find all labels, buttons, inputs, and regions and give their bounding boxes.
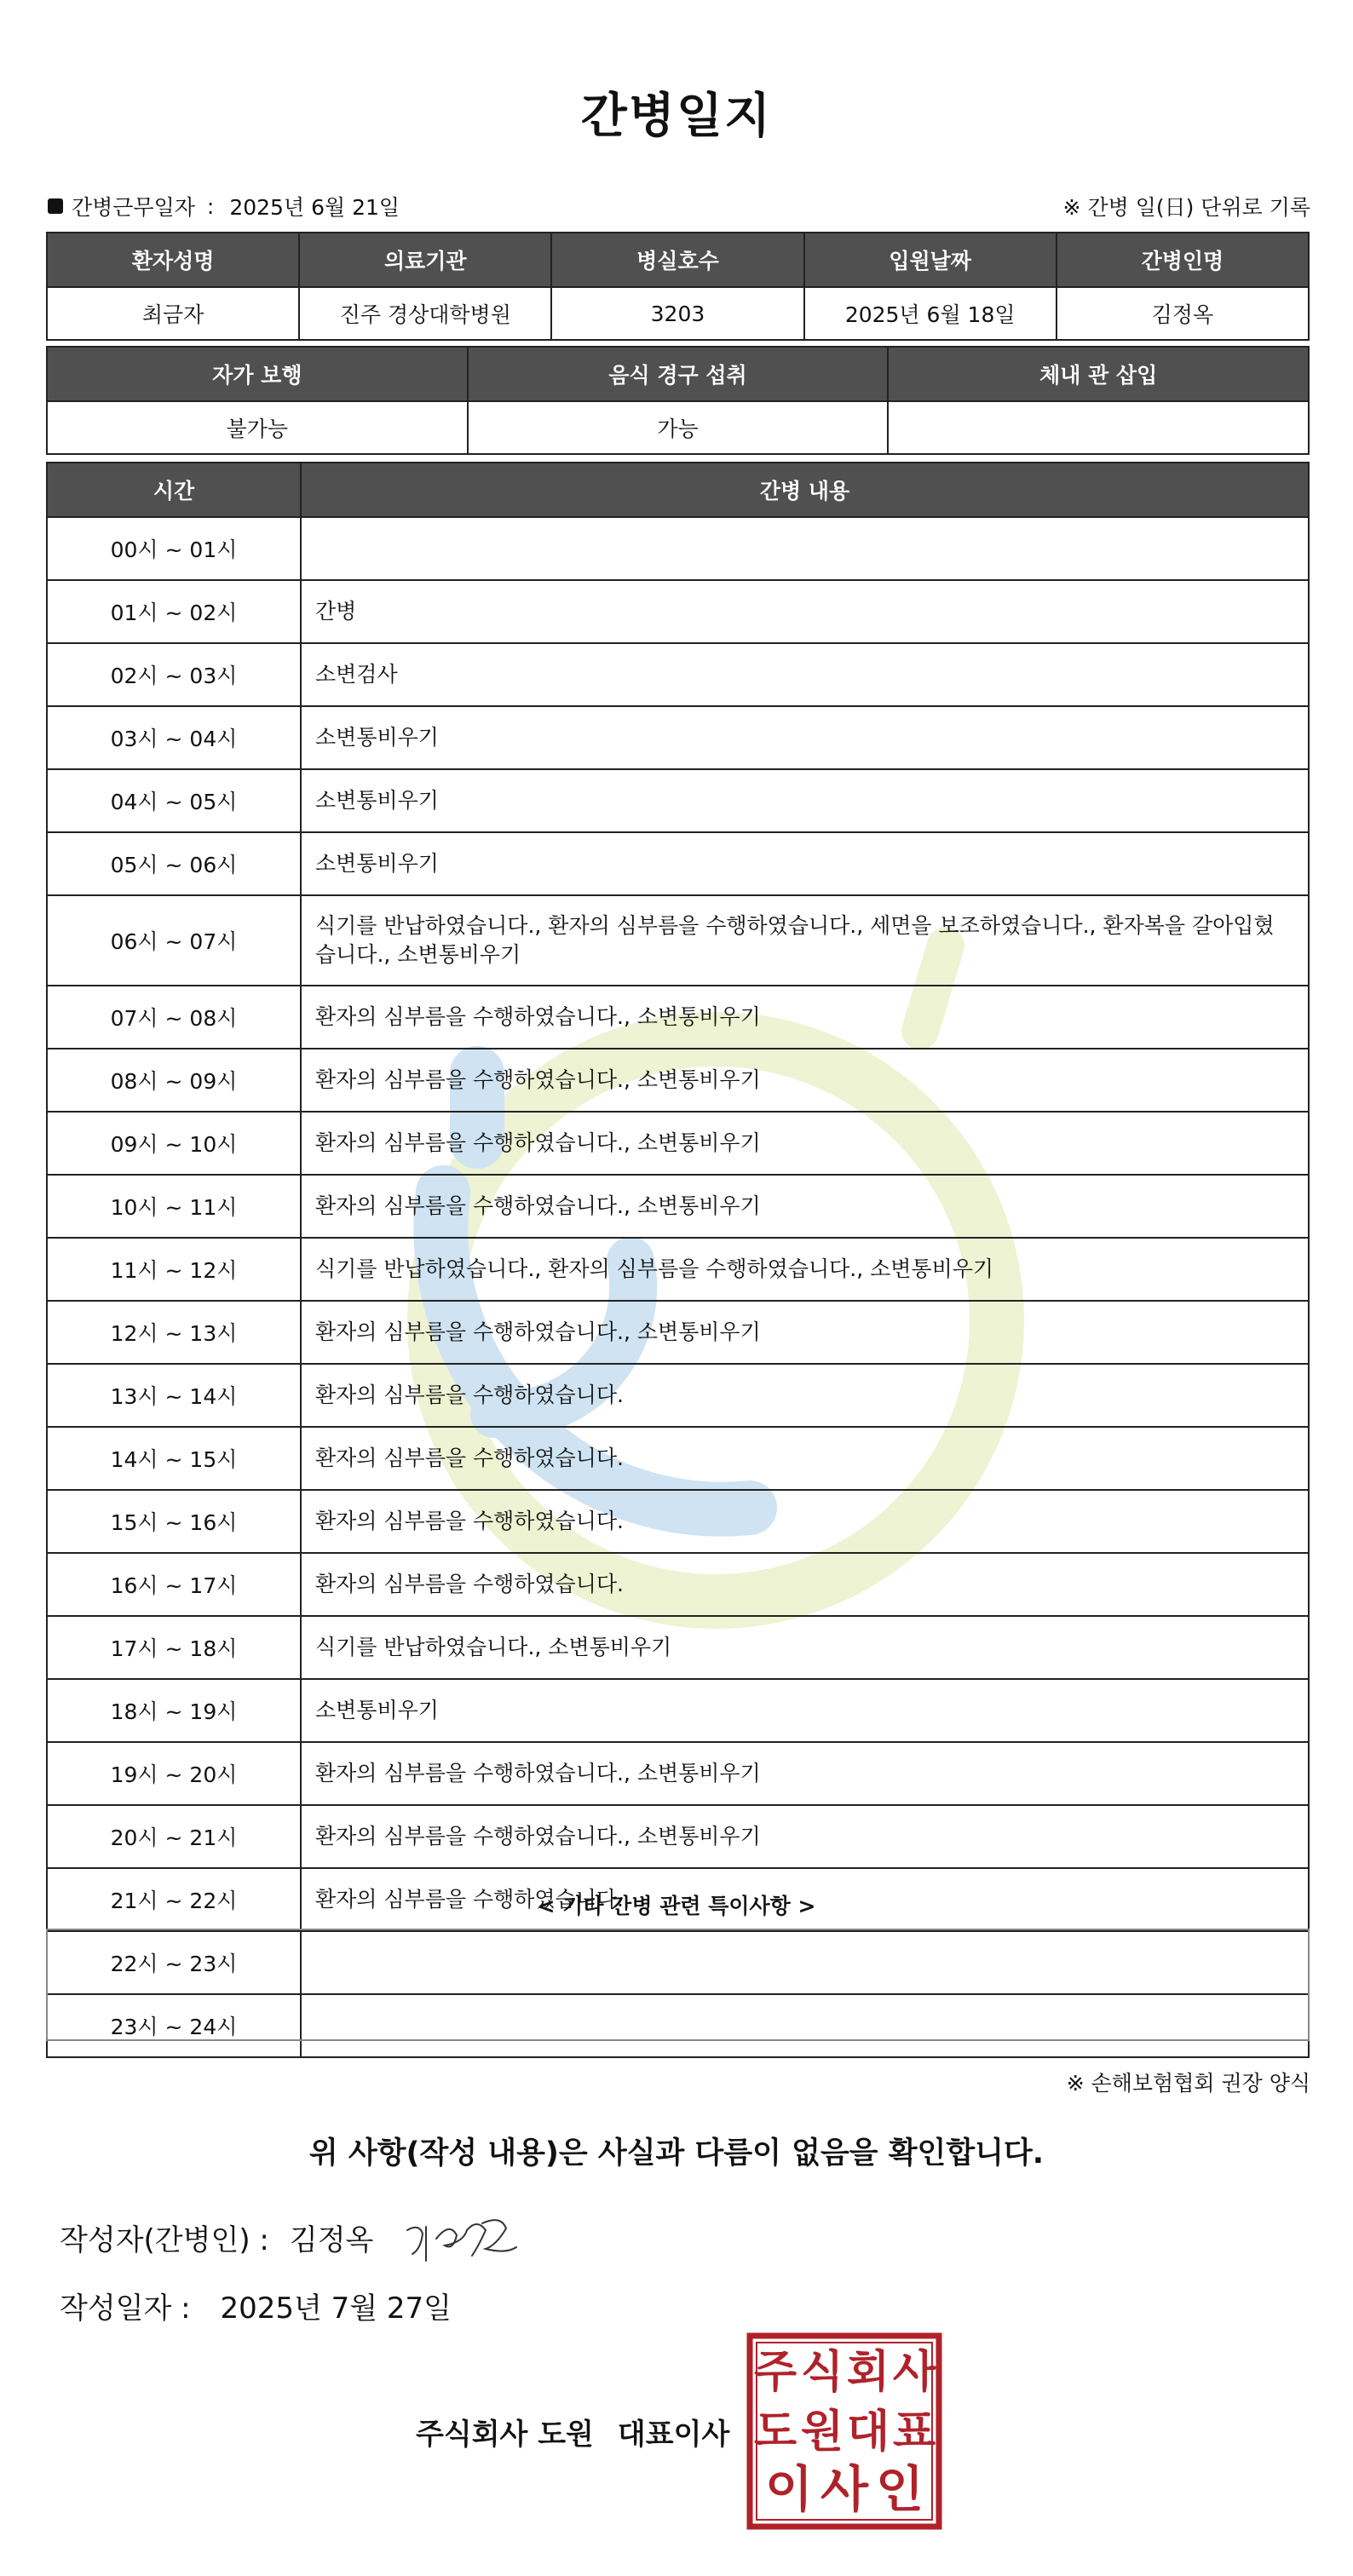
table-row	[47, 1679, 1309, 1742]
time-slot: 09시 ~ 10시	[47, 1112, 301, 1175]
care-content: 소변통비우기	[301, 1679, 1309, 1742]
hospital: 진주 경상대학병원	[299, 287, 551, 340]
care-content: 환자의 심부름을 수행하였습니다.	[301, 1868, 1309, 1931]
tube-insertion	[888, 401, 1309, 454]
table-row	[47, 517, 1309, 580]
time-slot: 06시 ~ 07시	[47, 895, 301, 986]
table-row	[47, 580, 1309, 643]
header-patient-name: 환자성명	[47, 233, 299, 287]
written-date-label: 작성일자 :	[60, 2291, 191, 2326]
care-content: 간병	[301, 580, 1309, 643]
company-seal-stamp-icon	[746, 2332, 942, 2530]
patient-status-value-row	[47, 401, 1309, 454]
patient-info-table	[46, 232, 1310, 341]
patient-status-table	[46, 346, 1310, 455]
seal-character: 사	[892, 2346, 936, 2398]
time-slot: 18시 ~ 19시	[47, 1679, 301, 1742]
time-slot: 21시 ~ 22시	[47, 1868, 301, 1931]
header-oral-intake: 음식 경구 섭취	[468, 347, 889, 401]
table-row	[47, 1742, 1309, 1805]
seal-character: 인	[875, 2460, 924, 2518]
care-content: 환자의 심부름을 수행하였습니다., 소변통비우기	[301, 1175, 1309, 1238]
caregiver-name: 김정옥	[1056, 287, 1309, 340]
time-slot: 07시 ~ 08시	[47, 986, 301, 1049]
care-content: 환자의 심부름을 수행하였습니다., 소변통비우기	[301, 1742, 1309, 1805]
table-row	[47, 706, 1309, 769]
table-row	[47, 643, 1309, 706]
table-row	[47, 1616, 1309, 1679]
care-content: 환자의 심부름을 수행하였습니다., 소변통비우기	[301, 986, 1309, 1049]
header-admission-date: 입원날짜	[804, 233, 1056, 287]
care-content: 소변통비우기	[301, 832, 1309, 895]
time-slot: 02시 ~ 03시	[47, 643, 301, 706]
care-content: 환자의 심부름을 수행하였습니다.	[301, 1427, 1309, 1490]
header-care-content: 간병 내용	[301, 463, 1309, 517]
seal-character: 이	[764, 2460, 814, 2518]
time-slot: 14시 ~ 15시	[47, 1427, 301, 1490]
care-content: 환자의 심부름을 수행하였습니다.	[301, 1490, 1309, 1553]
care-content: 환자의 심부름을 수행하였습니다.	[301, 1364, 1309, 1427]
remarks-box	[46, 1929, 1310, 2041]
time-slot: 16시 ~ 17시	[47, 1553, 301, 1616]
care-content: 소변검사	[301, 643, 1309, 706]
time-slot: 08시 ~ 09시	[47, 1049, 301, 1112]
seal-character: 회	[846, 2346, 890, 2398]
work-date-label: 간병근무일자	[72, 195, 195, 220]
work-date	[48, 191, 400, 221]
care-content: 환자의 심부름을 수행하였습니다., 소변통비우기	[301, 1805, 1309, 1868]
care-content: 식기를 반납하였습니다., 소변통비우기	[301, 1616, 1309, 1679]
table-row	[47, 1490, 1309, 1553]
room-number: 3203	[551, 287, 803, 340]
seal-character: 식	[800, 2346, 844, 2398]
table-row	[47, 986, 1309, 1049]
care-content: 환자의 심부름을 수행하였습니다., 소변통비우기	[301, 1301, 1309, 1364]
care-content: 식기를 반납하였습니다., 환자의 심부름을 수행하였습니다., 세면을 보조하였습니다., 환자복을 갈아입혔습니다., 소변통비우기	[301, 895, 1309, 986]
table-row	[47, 1112, 1309, 1175]
hourly-care-log-table	[46, 462, 1310, 2058]
time-slot: 03시 ~ 04시	[47, 706, 301, 769]
time-slot: 10시 ~ 11시	[47, 1175, 301, 1238]
time-slot: 23시 ~ 24시	[47, 1994, 301, 2057]
seal-character: 사	[820, 2460, 869, 2518]
time-slot: 13시 ~ 14시	[47, 1364, 301, 1427]
table-row	[47, 895, 1309, 986]
care-content: 소변통비우기	[301, 769, 1309, 832]
table-row	[47, 1364, 1309, 1427]
time-slot: 00시 ~ 01시	[47, 517, 301, 580]
admission-date: 2025년 6월 18일	[804, 287, 1056, 340]
company-signoff	[416, 2411, 729, 2452]
care-content: 환자의 심부름을 수행하였습니다., 소변통비우기	[301, 1112, 1309, 1175]
written-date-line	[60, 2285, 452, 2326]
log-header-row	[47, 463, 1309, 517]
table-row	[47, 1805, 1309, 1868]
time-slot: 22시 ~ 23시	[47, 1931, 301, 1994]
time-slot: 04시 ~ 05시	[47, 769, 301, 832]
patient-name: 최금자	[47, 287, 299, 340]
work-date-value: 2025년 6월 21일	[229, 195, 400, 220]
record-unit-note: ※ 간병 일(日) 단위로 기록	[1062, 195, 1310, 220]
table-row	[47, 832, 1309, 895]
patient-info-header-row	[47, 233, 1309, 287]
time-slot: 11시 ~ 12시	[47, 1238, 301, 1301]
time-slot: 01시 ~ 02시	[47, 580, 301, 643]
seal-character: 대	[846, 2406, 890, 2458]
header-caregiver-name: 간병인명	[1056, 233, 1309, 287]
time-slot: 05시 ~ 06시	[47, 832, 301, 895]
seal-character: 주	[753, 2346, 797, 2398]
time-slot: 12시 ~ 13시	[47, 1301, 301, 1364]
table-row	[47, 1301, 1309, 1364]
time-slot: 15시 ~ 16시	[47, 1490, 301, 1553]
log-body	[47, 517, 1309, 2057]
table-row	[47, 769, 1309, 832]
company-name: 주식회사 도원	[416, 2418, 594, 2452]
header-tube-insertion: 체내 관 삽입	[888, 347, 1309, 401]
care-content: 소변통비우기	[301, 706, 1309, 769]
page-title: 간병일지	[580, 89, 773, 144]
seal-character: 도	[753, 2406, 797, 2458]
care-content: 환자의 심부름을 수행하였습니다., 소변통비우기	[301, 1049, 1309, 1112]
form-source-note: ※ 손해보험협회 권장 양식	[1066, 2071, 1310, 2096]
care-content	[301, 517, 1309, 580]
table-row	[47, 1238, 1309, 1301]
time-slot: 20시 ~ 21시	[47, 1805, 301, 1868]
time-slot: 19시 ~ 20시	[47, 1742, 301, 1805]
writer-line	[60, 2217, 373, 2258]
time-slot: 17시 ~ 18시	[47, 1616, 301, 1679]
work-date-separator: :	[206, 193, 215, 219]
table-row	[47, 1427, 1309, 1490]
table-row	[47, 1049, 1309, 1112]
header-room-number: 병실호수	[551, 233, 803, 287]
care-content: 식기를 반납하였습니다., 환자의 심부름을 수행하였습니다., 소변통비우기	[301, 1238, 1309, 1301]
writer-label: 작성자(간병인) :	[60, 2223, 269, 2257]
patient-info-value-row	[47, 287, 1309, 340]
header-hospital: 의료기관	[299, 233, 551, 287]
table-row	[47, 1553, 1309, 1616]
confirmation-statement: 위 사항(작성 내용)은 사실과 다름이 없음을 확인합니다.	[308, 2136, 1045, 2171]
table-row	[47, 1175, 1309, 1238]
handwritten-signature-icon	[400, 2205, 528, 2271]
remarks-title: < 기타 간병 관련 특이사항 >	[537, 1894, 816, 1918]
company-role: 대표이사	[617, 2418, 730, 2452]
header-time: 시간	[47, 463, 301, 517]
oral-intake: 가능	[468, 401, 889, 454]
seal-character: 원	[800, 2406, 844, 2458]
self-walking: 불가능	[47, 401, 468, 454]
patient-status-header-row	[47, 347, 1309, 401]
bullet-icon	[48, 198, 63, 214]
seal-character: 표	[892, 2406, 936, 2458]
written-date-value: 2025년 7월 27일	[220, 2291, 452, 2326]
care-content: 환자의 심부름을 수행하였습니다.	[301, 1553, 1309, 1616]
header-self-walking: 자가 보행	[47, 347, 468, 401]
writer-name: 김정옥	[289, 2223, 374, 2257]
